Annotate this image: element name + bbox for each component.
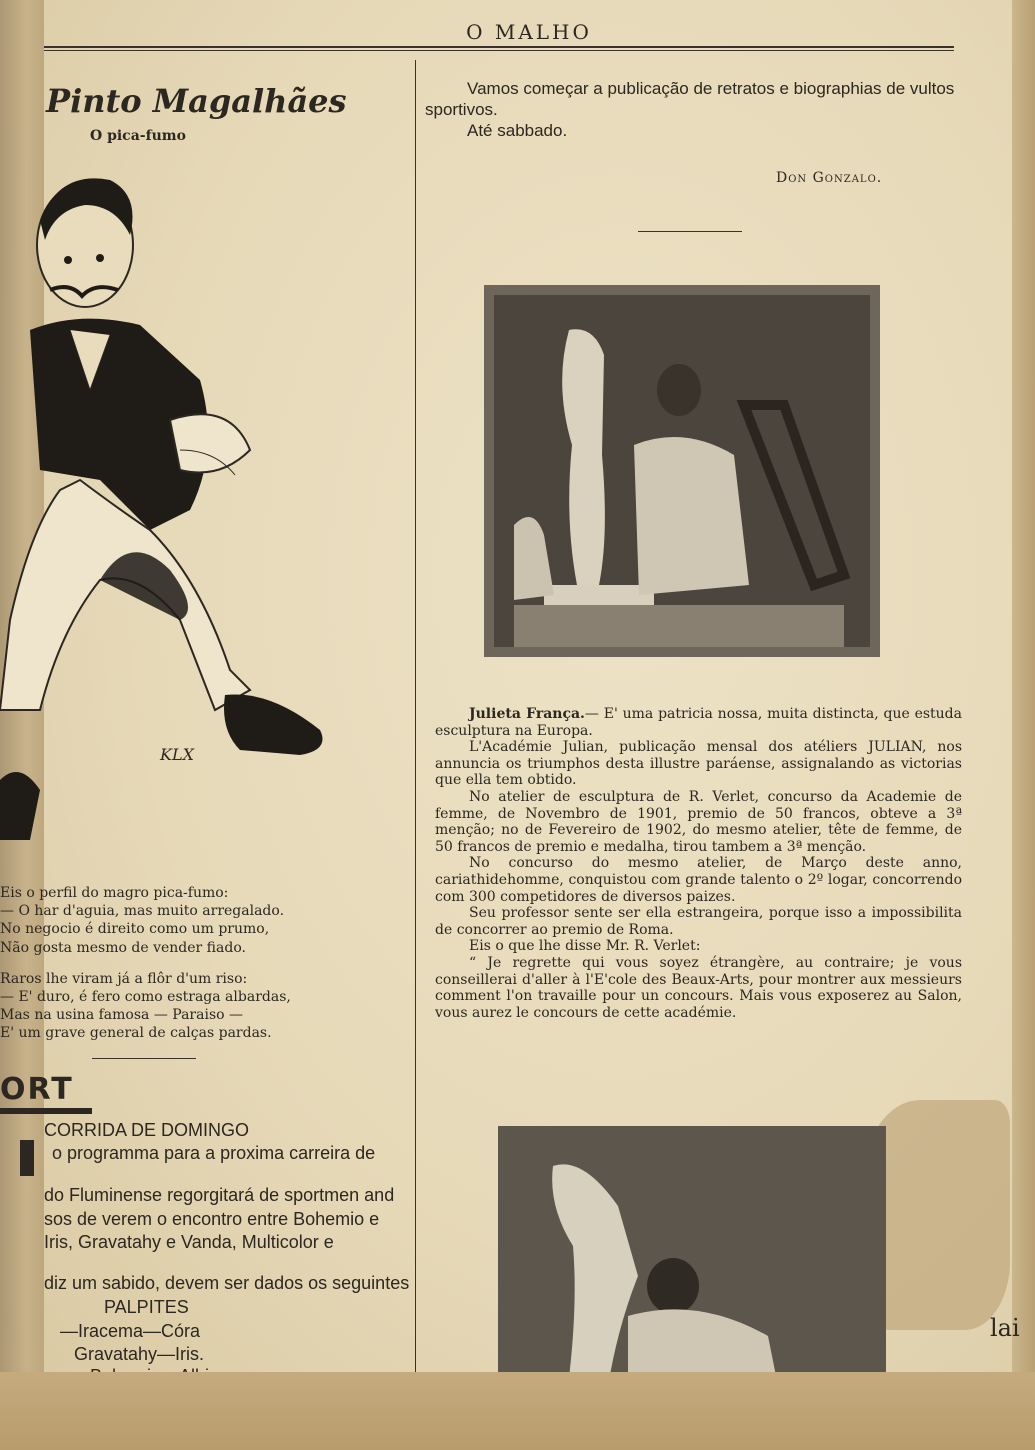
artist-mark: KLX [160, 745, 194, 764]
masthead: O MALHO [466, 20, 592, 44]
edge-fragment: lai [990, 1314, 1020, 1342]
verse-line: Não gosta mesmo de vender fiado. [0, 939, 246, 956]
intro-line: Vamos começar a publicação de retratos e biographias de vultos sportivos. [425, 79, 955, 119]
verse-line: No negocio é direito como um prumo, [0, 921, 270, 938]
verse-line: — E' duro, é fero como estraga albardas, [0, 988, 291, 1005]
verse-line: E' um grave general de calças pardas. [0, 1025, 272, 1042]
sport-line: —Iracema—Córa [60, 1321, 201, 1341]
bottom-tape-strip [0, 1372, 1035, 1450]
sport-line: diz um sabido, devem ser dados os seguintes [44, 1273, 410, 1293]
article-paragraph: — E' uma patricia nossa, muita distincta, que estuda esculptura na Europa. [435, 706, 962, 739]
intro-line: Até sabbado. [467, 121, 568, 140]
column-divider [415, 60, 416, 1380]
verse-line: — O har d'aguia, mas muito arregalado. [0, 903, 285, 920]
header-rule-thin [44, 50, 954, 51]
section-head-bar [0, 1108, 92, 1114]
verse-end-rule [92, 1058, 196, 1059]
sport-heading: CORRIDA DE DOMINGO [44, 1120, 250, 1140]
cartoon-title: Pinto Magalhães [46, 82, 347, 120]
sport-line: Iris, Gravatahy e Vanda, Multicolor e [44, 1232, 334, 1252]
article-name: Julieta França. [469, 706, 585, 722]
signature: Don Gonzalo. [776, 170, 883, 186]
verse-line: Mas na usina famosa — Paraiso — [0, 1006, 244, 1023]
article-paragraph: No atelier de esculptura de R. Verlet, concurso da Academie de femme, de Novembro de 1901, premio de 50 francos, obteve a 3ª menção; no de Fevereiro de 1902, do mesmo atelier, tête de femme, de 50 francos de premio e medalha, tirou tambem a 3ª menção. [435, 788, 962, 855]
intro-paragraphs [425, 78, 965, 141]
article-lead [435, 706, 962, 739]
sculptor-photo-2 [498, 1126, 886, 1386]
sport-line: Gravatahy—Iris. [74, 1344, 205, 1364]
dropcap-fragment [20, 1140, 34, 1176]
section-head: ORT [0, 1072, 74, 1107]
verse-line: Eis o perfil do magro pica-fumo: [0, 885, 229, 901]
palpites-heading: PALPITES [104, 1297, 189, 1317]
header-rule [44, 46, 954, 48]
sport-line: do Fluminense regorgitará de sportmen and [44, 1185, 395, 1205]
sport-line: sos de verem o encontro entre Bohemio e [44, 1209, 380, 1229]
caricature-illustration [0, 150, 410, 850]
right-edge-wear [1012, 0, 1035, 1450]
sport-line: o programma para a proxima carreira de [52, 1143, 376, 1163]
article-paragraph: “ Je regrette qui vous soyez étrangère, au contraire; je vous conseillerai d'aller à l'E'cole des Beaux-Arts, pour montrer aux messieurs comment l'on travaille pour un concours. Mais vous exposerez au Salon, vous aurez le concours de cette académie. [435, 954, 962, 1021]
cartoon-subtitle: O pica-fumo [90, 128, 186, 144]
article-paragraph: Eis o que lhe disse Mr. R. Verlet: [469, 938, 701, 955]
article-paragraph: No concurso do mesmo atelier, de Março deste anno, cariathidehomme, conquistou com grande talento o 2º logar, concorrendo com 300 competidores de diversos paizes. [435, 855, 962, 905]
julieta-article [435, 706, 962, 1021]
separator-rule [638, 231, 742, 232]
verse-line: Raros lhe viram já a flôr d'um riso: [0, 970, 248, 987]
article-paragraph: L'Académie Julian, publicação mensal dos atéliers JULIAN, nos annuncia os triumphos desta illustre paráense, assignalando as victorias que ella tem obtido. [435, 739, 962, 789]
sculptor-photo-1 [484, 285, 880, 657]
article-paragraph: Seu professor sente ser ella estrangeira, porque isso a impossibilita de concorrer ao premio de Roma. [435, 905, 962, 938]
